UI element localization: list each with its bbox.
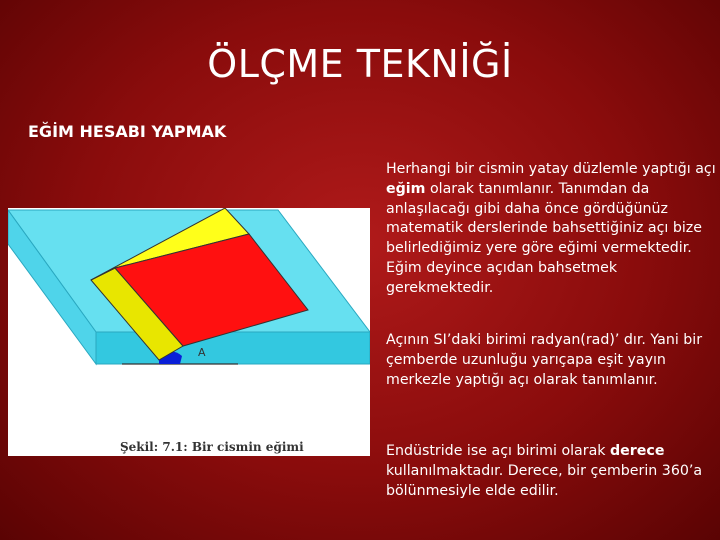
p3-text-end: kullanılmaktadır. Derece, bir çemberin 360’a bölünmesiyle elde edilir. (386, 462, 703, 499)
paragraph-definition (386, 160, 716, 299)
p3-text-start: Endüstride ise açı birimi olarak (386, 443, 611, 459)
slope-illustration (8, 208, 370, 456)
angle-label: A (198, 346, 206, 359)
p1-text-start: Herhangi bir cismin yatay düzlemle yaptığı açı (386, 161, 716, 177)
p1-bold-term: eğim (386, 180, 426, 197)
figure-caption: Şekil: 7.1: Bir cismin eğimi (120, 440, 304, 454)
p3-bold-term: derece (610, 443, 665, 459)
p1-text-end: olarak tanımlanır. Tanımdan da anlaşılacağı gibi daha önce gördüğünüz matematik derslerinde bahsettiğiniz açı bize belirlediğimiz yere göre eğimi vermektedir. Eğim deyince açıdan bahsetmek gerekmektedir. (386, 180, 702, 296)
slide-title: ÖLÇME TEKNİĞİ (207, 42, 513, 86)
paragraph-degree (386, 442, 716, 501)
paragraph-radian: Açının SI’daki birimi radyan(rad)’ dır. Yani bir çemberde uzunluğu yarıçapa eşit yayın merkezle yaptığı açı olarak tanımlanır. (386, 332, 703, 388)
plane-side (96, 332, 370, 364)
slope-figure (8, 208, 370, 456)
slide-subtitle: EĞİM HESABI YAPMAK (28, 122, 227, 141)
